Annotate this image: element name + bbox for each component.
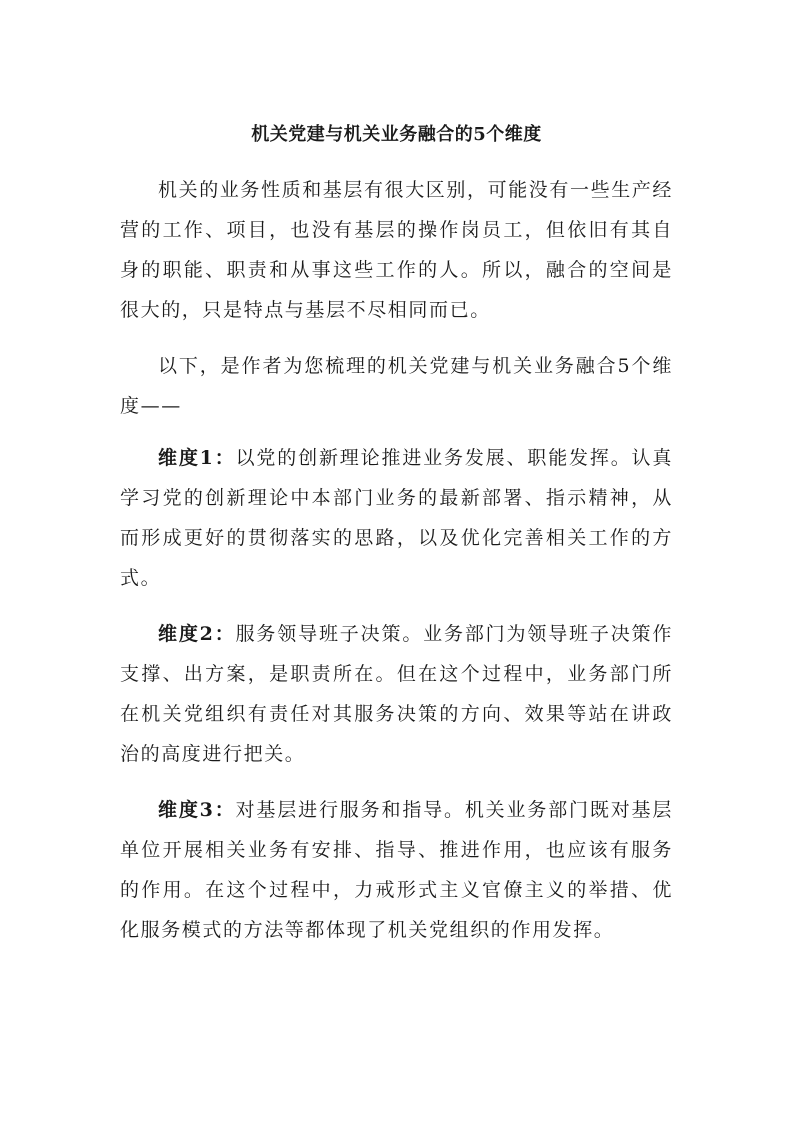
lead-paragraph	[120, 346, 673, 426]
lead-paragraph-text: 以下，是作者为您梳理的机关党建与机关业务融合5个维度——	[120, 355, 673, 417]
dimension-2-text: 服务领导班子决策。业务部门为领导班子决策作支撑、出方案，是职责所在。但在这个过程中，业务部门所在机关党组织有责任对其服务决策的方向、效果等站在讲政治的高度进行把关。	[120, 623, 673, 765]
dimension-2-paragraph	[120, 614, 673, 774]
dimension-2-label: 维度2：	[158, 623, 236, 645]
intro-paragraph-text: 机关的业务性质和基层有很大区别，可能没有一些生产经营的工作、项目，也没有基层的操作岗员工，但依旧有其自身的职能、职责和从事这些工作的人。所以，融合的空间是很大的，只是特点与基层不尽相同而已。	[120, 179, 674, 321]
dimension-3-paragraph	[120, 790, 673, 950]
dimension-1-label: 维度1：	[158, 447, 236, 469]
document-title: 机关党建与机关业务融合的5个维度	[251, 124, 542, 145]
intro-paragraph	[120, 170, 673, 330]
dimension-1-paragraph	[120, 438, 673, 598]
dimension-3-label: 维度3：	[158, 799, 236, 821]
dimension-1-text: 以党的创新理论推进业务发展、职能发挥。认真学习党的创新理论中本部门业务的最新部署、指示精神，从而形成更好的贯彻落实的思路，以及优化完善相关工作的方式。	[120, 447, 673, 589]
dimension-3-text: 对基层进行服务和指导。机关业务部门既对基层单位开展相关业务有安排、指导、推进作用，也应该有服务的作用。在这个过程中，力戒形式主义官僚主义的举措、优化服务模式的方法等都体现了机关党组织的作用发挥。	[120, 799, 673, 941]
